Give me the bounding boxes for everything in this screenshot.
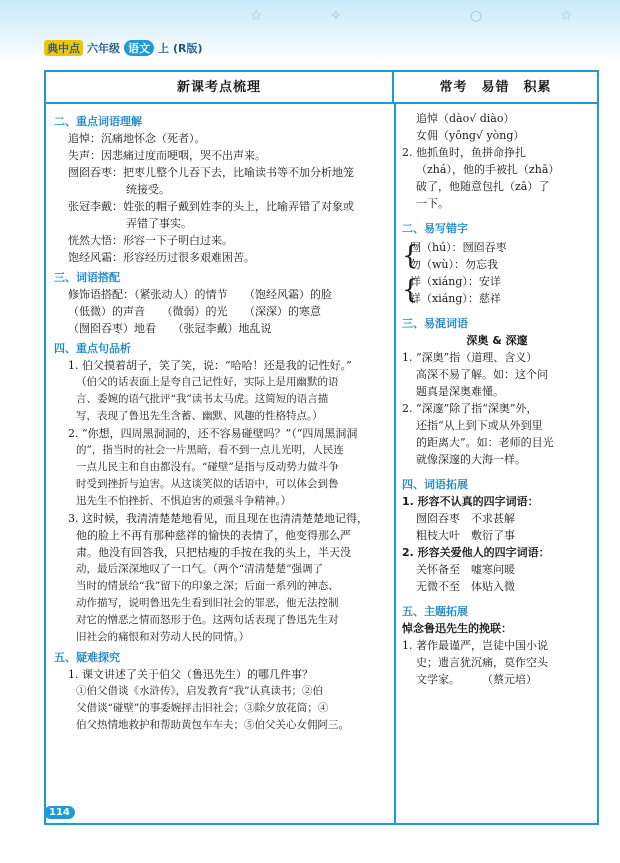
pronunciation-item: 破了，他随意包扎（zā）了 <box>416 180 550 193</box>
char-item: 祥（xiáng）：慈祥 <box>410 292 501 305</box>
star-icon: ☆ <box>560 8 573 24</box>
sentence-note: （伯父的话表面上是夸自己记性好，实际上是用幽默的语 <box>76 376 339 388</box>
section-title: 五、疑难探究 <box>54 651 120 664</box>
theme-line: 1. 著作最谨严，岂徒中国小说 <box>402 639 548 652</box>
char-group <box>402 273 592 307</box>
distinction-line: 2. “深邃”除了指“深奥”外， <box>402 402 538 415</box>
pronunciation-item: 追悼（dào√ diào） <box>416 112 515 125</box>
sentence-item: 3. 这时候，我清清楚楚地看见，而且现在也清清楚楚地记得， <box>68 512 368 525</box>
section-title: 四、词语拓展 <box>402 478 468 491</box>
page-header <box>0 0 620 62</box>
expansion-line: 粗枝大叶 敷衍了事 <box>416 529 515 542</box>
section-title: 二、易写错字 <box>402 222 468 235</box>
word-item: 饱经风霜：形容经历过很多艰难困苦。 <box>68 251 255 264</box>
left-column <box>54 110 388 734</box>
column-divider <box>394 104 396 823</box>
sentence-note: 的”，指当时的社会一片黑暗，看不到一点儿光明，人民连 <box>76 444 344 456</box>
expansion-line: 囫囵吞枣 不求甚解 <box>416 512 515 525</box>
volume-label: 上 <box>158 42 169 55</box>
theme-heading: 悼念鲁迅先生的挽联： <box>402 622 512 635</box>
distinction-line: 就像深邃的大海一样。 <box>416 453 526 466</box>
left-column-header: 新课考点梳理 <box>46 72 394 104</box>
word-item: 囫囵吞枣：把枣儿整个儿吞下去，比喻读书等不加分析地笼 <box>68 166 354 179</box>
sentence-note: 旧社会的痛恨和对劳动人民的同情。） <box>76 631 250 643</box>
theme-line: 史；遗言犹沉痛，莫作空头 <box>416 656 548 669</box>
word-item: 弄错了事实。 <box>126 217 192 230</box>
circle-icon: ○ <box>470 8 483 24</box>
question-item: 1. 课文讲述了关于伯父（鲁迅先生）的哪几件事？ <box>68 668 313 681</box>
logo: 典中点 <box>44 40 83 56</box>
section-title: 二、重点词语理解 <box>54 115 142 128</box>
pronunciation-item: （zhá），他的手被扎（zhā） <box>416 163 560 176</box>
sentence-note: 动作描写，说明鲁迅先生看到旧社会的罪恶，他无法控制 <box>76 597 339 609</box>
word-item: 失声：因悲痛过度而哽咽，哭不出声来。 <box>68 149 266 162</box>
distinction-line: 还指“从上到下或从外到里 <box>416 419 543 432</box>
sentence-note: 写，表现了鲁迅先生含蓄、幽默、风趣的性格特点。） <box>76 410 323 422</box>
sentence-note: 动，最后深深地叹了一口气。（两个“清清楚楚”强调了 <box>76 563 323 575</box>
content-table <box>44 70 599 825</box>
pronunciation-item: 女佣（yōng√ yòng） <box>416 129 525 142</box>
book-brand <box>44 40 203 56</box>
word-item: 统接受。 <box>126 183 170 196</box>
answer-line: 伯父热情地救护和帮助黄包车车夫；⑤伯父关心女佣阿三。 <box>76 719 349 731</box>
char-group <box>402 239 592 273</box>
section-title: 五、主题拓展 <box>402 605 468 618</box>
pronunciation-item: 一下。 <box>416 197 449 210</box>
theme-line: 文学家。 （蔡元培） <box>416 673 537 686</box>
expansion-heading: 1. 形容不认真的四字词语： <box>402 495 539 508</box>
distinction-line: 高深不易了解。如：这个问 <box>416 368 548 381</box>
sentence-item: 肃。他没有回答我，只把枯瘦的手按在我的头上，半天没 <box>76 546 351 559</box>
distinction-line: 的距离大”。如：老师的目光 <box>416 436 554 449</box>
word-item: 追悼：沉痛地怀念（死者）。 <box>68 132 206 145</box>
pronunciation-item: 2. 他抓鱼时，鱼拼命挣扎 <box>402 146 526 159</box>
sentence-item: 他的脸上不再有那种慈祥的愉快的表情了，他变得那么严 <box>76 529 351 542</box>
right-column-header: 常考 易错 积累 <box>394 72 597 104</box>
star-icon: ☆ <box>250 8 263 24</box>
sentence-note: 一点儿民主和自由都没有。“碰壁”是指与反动势力做斗争 <box>76 461 339 473</box>
sentence-note: 言、委婉的语气批评“我”读书太马虎。这简短的语言描 <box>76 393 329 405</box>
collocation-line: （低微）的声音 （微弱）的光 （深深）的寒意 <box>68 305 321 318</box>
sentence-item: 2. “你想，四周黑洞洞的，还不容易碰壁吗？”（“四周黑洞洞 <box>68 427 358 440</box>
char-item: 详（xiáng）：安详 <box>410 275 501 288</box>
right-column <box>402 110 592 688</box>
answer-line: ①伯父借谈《水浒传》，启发教育“我”认真读书；②伯 <box>76 685 323 697</box>
sentence-note: 迅先生不怕挫折、不惧迫害的顽强斗争精神。） <box>76 495 292 507</box>
star-icon: ✧ <box>330 8 342 24</box>
page-number: 114 <box>44 806 75 819</box>
answer-line: 父借谈“碰壁”的事委婉抨击旧社会；③除夕放花筒；④ <box>76 702 329 714</box>
section-title: 三、易混词语 <box>402 317 468 330</box>
collocation-line: 修饰语搭配：（紧张动人）的情节 （饱经风霜）的脸 <box>68 288 332 301</box>
section-title: 四、重点句品析 <box>54 342 131 355</box>
word-item: 恍然大悟：形容一下子明白过来。 <box>68 234 233 247</box>
distinction-line: 1. “深奥”指（道理、含义） <box>402 351 538 364</box>
subheading: 深奥 & 深邃 <box>466 334 528 347</box>
brace-icon: { <box>402 275 419 305</box>
sentence-item: 1. 伯父摸着胡子，笑了笑，说：“哈哈！还是我的记性好。” <box>68 359 352 372</box>
subject-badge: 语文 <box>124 40 154 56</box>
distinction-line: 题真是深奥难懂。 <box>416 385 504 398</box>
char-item: 囫（hú）：囫囵吞枣 <box>410 241 507 254</box>
expansion-line: 无微不至 体贴入微 <box>416 580 515 593</box>
char-item: 勿（wù）：勿忘我 <box>410 258 498 271</box>
grade-label: 六年级 <box>87 42 120 55</box>
sentence-note: 当时的情景给“我”留下的印象之深；后面一系列的神态、 <box>76 580 339 592</box>
expansion-heading: 2. 形容关爱他人的四字词语： <box>402 546 550 559</box>
sentence-note: 对它的憎恶之情而怒形于色。这两句话表现了鲁迅先生对 <box>76 614 339 626</box>
expansion-line: 关怀备至 嘘寒问暖 <box>416 563 515 576</box>
brace-icon: { <box>402 241 419 271</box>
word-item: 张冠李戴：姓张的帽子戴到姓李的头上，比喻弄错了对象或 <box>68 200 354 213</box>
collocation-line: （囫囵吞枣）地看 （张冠李戴）地乱说 <box>68 322 272 335</box>
edition-label: (R版) <box>173 42 203 55</box>
section-title: 三、词语搭配 <box>54 271 120 284</box>
sentence-note: 时受到挫折与迫害。从这谈笑似的话语中，可以体会到鲁 <box>76 478 339 490</box>
